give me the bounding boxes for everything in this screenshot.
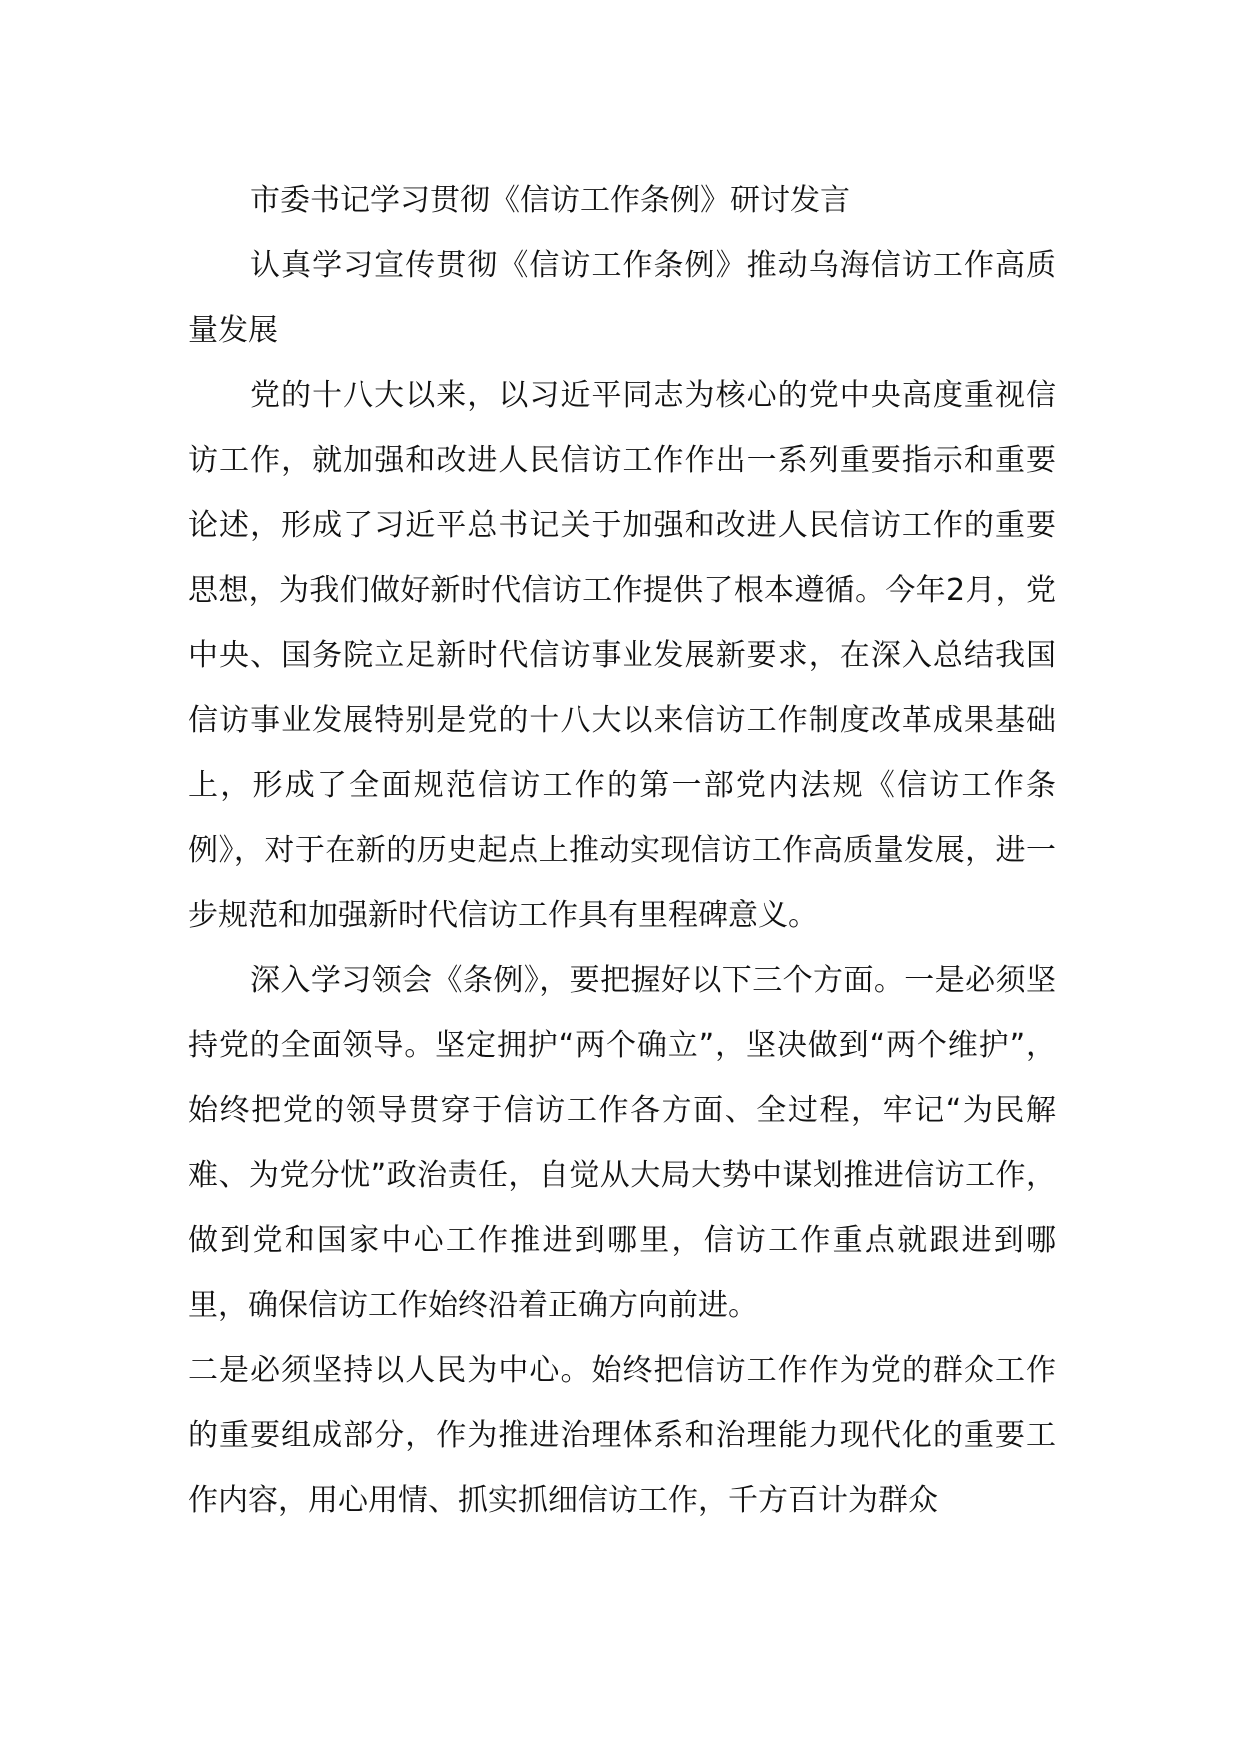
document-title: 市委书记学习贯彻《信访工作条例》研讨发言 [250, 183, 850, 218]
body-paragraph-2: 深入学习领会《条例》，要把握好以下三个方面。一是必须坚持党的全面领导。坚定拥护“两个确立”，坚决做到“两个维护”，始终把党的领导贯穿于信访工作各方面、全过程，牢记“为民解难、为党分忧”政治责任，自觉从大局大势中谋划推进信访工作，做到党和国家中心工作推进到哪里，信访工作重点就跟进到哪里，确保信访工作始终沿着正确方向前进。 [188, 963, 1056, 1323]
body-paragraph-1: 党的十八大以来，以习近平同志为核心的党中央高度重视信访工作，就加强和改进人民信访工作作出一系列重要指示和重要论述，形成了习近平总书记关于加强和改进人民信访工作的重要思想，为我们做好新时代信访工作提供了根本遵循。今年2月，党中央、国务院立足新时代信访事业发展新要求，在深入总结我国信访事业发展特别是党的十八大以来信访工作制度改革成果基础上，形成了全面规范信访工作的第一部党内法规《信访工作条例》，对于在新的历史起点上推动实现信访工作高质量发展，进一步规范和加强新时代信访工作具有里程碑意义。 [188, 378, 1056, 933]
body-paragraph-3: 二是必须坚持以人民为中心。始终把信访工作作为党的群众工作的重要组成部分，作为推进治理体系和治理能力现代化的重要工作内容，用心用情、抓实抓细信访工作，千方百计为群众 [188, 1353, 1056, 1518]
document-page [188, 168, 1056, 1533]
document-subtitle: 认真学习宣传贯彻《信访工作条例》推动乌海信访工作高质量发展 [188, 248, 1056, 348]
